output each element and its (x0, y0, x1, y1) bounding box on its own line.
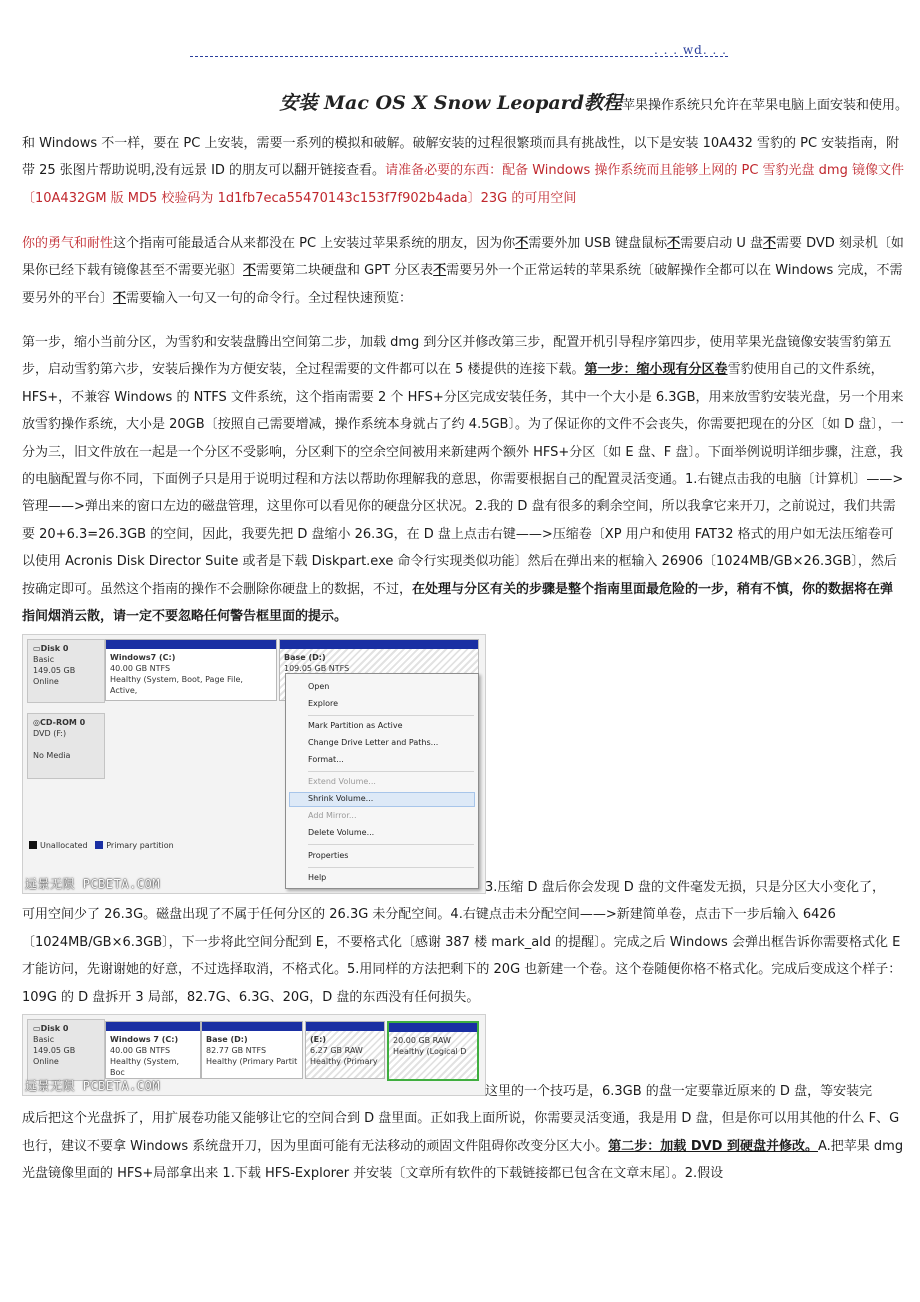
req-text-4: 需要 DVD 刻录机〔如果你已经下载有镜像甚至不需要光驱〕 (22, 236, 904, 279)
step1-continued-paragraph (22, 874, 904, 1011)
menu-separator (308, 867, 474, 868)
watermark: 远景无限 PCBETA.COM (25, 877, 160, 891)
warning-text: 在处理与分区有关的步骤是整个指南里面最危险的一步，稍有不慎，你的数据将在弹指间烟消云散，请一定不要忽略任何警告框里面的提示。 (22, 581, 894, 625)
title-line (0, 88, 908, 115)
partition-size: 82.77 GB NTFS (206, 1046, 267, 1055)
intro-paragraph (22, 130, 904, 212)
legend (29, 841, 174, 850)
title-continuation: 苹果操作系统只允许在苹果电脑上面安装和使用。 (621, 98, 908, 113)
legend-unallocated: Unallocated (40, 841, 88, 850)
menu-separator (308, 844, 474, 845)
partition-status: Healthy (System, Boot, Page File, Active, (110, 675, 243, 695)
menu-open[interactable]: Open (308, 682, 330, 691)
emphasis-not: 不 (762, 236, 776, 251)
menu-extend-volume: Extend Volume... (308, 777, 376, 786)
partition-size: 40.00 GB NTFS (110, 1046, 171, 1055)
menu-help[interactable]: Help (308, 873, 327, 882)
para4-first-line: 3.压缩 D 盘后你会发现 D 盘的文件毫发无损，只是分区大小变化了， (485, 880, 885, 895)
menu-separator (308, 771, 474, 772)
step1-text: 雪豹使用自己的文件系统，HFS+，不兼容 Windows 的 NTFS 文件系统，这个指南需要 2 个 HFS+分区完成安装任务，其中一个大小是 6.3GB，用来放雪豹安装光盘，另一个用来放雪豹操作系统，大小是 20GB〔按照自己需要增减，操作系统本身就占了约 4.5GB〕。为了保证你的文件不会丧失，你需要把现在的分区〔如 D 盘〕，一分为三，旧文件放在一起是一个分区不受影响，分区剩下的空余空间被用来新建两个额外 HFS+分区〔如 E 盘、F 盘〕。下面举例说明详细步骤，注意，我的电脑配置与你不同，下面例子只是用于说明过程和方法以帮助你理解我的意思，你需要根据自己的配置灵活变通。1.右键点击我的电脑〔计算机〕——>管理——>弹出来的窗口左边的磁盘管理，这里你可以看见你的硬盘分区状况。2.我的 D 盘有很多的剩余空间，所以我拿它来开刀，之前说过，我们共需要 20+6.3=26.3GB 的空间，因此，我要先把 D 盘缩小 26.3G，在 D 盘上点击右键——>压缩卷〔XP 用户和使用 FAT32 格式的用户如无法压缩卷可以使用 Acronis Disk Director Suite 或者是下载 Diskpart.exe 命令行实现类似功能〕然后在弹出来的框输入 26906〔1024MB/GB×26.3GB〕，然后按确定即可。虽然这个指南的操作不会删除你硬盘上的数据，不过， (22, 362, 904, 597)
cdrom-area (105, 713, 279, 773)
menu-separator (308, 715, 474, 716)
emphasis-not: 不 (515, 236, 529, 251)
menu-properties[interactable]: Properties (308, 851, 349, 860)
partition-e[interactable] (305, 1021, 385, 1079)
partition-status: Healthy (Primary (310, 1057, 378, 1066)
cdrom-drive: DVD (F:) (33, 729, 67, 738)
partition-name: (E:) (310, 1035, 326, 1044)
partition-name: Windows7 (C:) (110, 653, 176, 662)
menu-mark-active[interactable]: Mark Partition as Active (308, 721, 403, 730)
para5-first-line: 这里的一个技巧是，6.3GB 的盘一定要靠近原来的 D 盘，等安装完 (485, 1084, 873, 1099)
prerequisites-text: 请准备必要的东西：配备 Windows 操作系统而且能够上网的 PC 雪豹光盘 dmg 镜像文件〔10A432GM 版 MD5 校验码为 1d1fb7eca55470143c153f7f902b4ada〕23G 的可用空间 (22, 163, 904, 206)
partition-status: Healthy (System, Boc (110, 1057, 180, 1077)
disk-size: 149.05 GB (33, 666, 76, 675)
step2-paragraph (22, 1078, 904, 1188)
cdrom-label (27, 713, 105, 779)
para4-text: 可用空间少了 26.3G。磁盘出现了不属于任何分区的 26.3G 未分配空间。4.右键点击未分配空间——>新建简单卷，点击下一步后输入 6426〔1024MB/GB×6.3GB〕，下一步将此空间分配到 E，不要格式化〔感谢 387 楼 mark_ald 的提醒〕。完成之后 Windows 会弹出框告诉你需要格式化 E 才能访问，先谢谢她的好意，不过选择取消，不格式化。5.用同样的方法把剩下的 20G 也新建一个卷。这个卷随便你格不格式化。完成后变成这个样子：109G 的 D 盘拆开 3 局部，82.7G、6.3G、20G，D 盘的东西没有任何损失。 (22, 907, 902, 1005)
partition-size: 6.27 GB RAW (310, 1046, 363, 1055)
disk-status: Online (33, 1057, 59, 1066)
context-menu (285, 673, 479, 889)
menu-explore[interactable]: Explore (308, 699, 339, 708)
partition-logical[interactable] (387, 1021, 479, 1081)
cdrom-name: CD-ROM 0 (39, 718, 86, 727)
partition-name: Base (D:) (206, 1035, 248, 1044)
disk-name: Disk 0 (40, 1024, 69, 1033)
req-text-1: 这个指南可能最适合从来都没在 PC 上安装过苹果系统的朋友，因为你 (113, 236, 516, 251)
document-title: 安装 Mac OS X Snow Leopard教程 (279, 92, 622, 114)
legend-primary: Primary partition (106, 841, 174, 850)
partition-size: 109.05 GB NTFS (284, 664, 350, 673)
emphasis-not: 不 (433, 263, 447, 279)
partition-status: Healthy (Logical D (393, 1047, 467, 1056)
disk-type: Basic (33, 1035, 55, 1044)
partition-c[interactable] (105, 1021, 201, 1079)
partition-d[interactable] (201, 1021, 303, 1079)
courage-text: 你的勇气和耐性 (22, 236, 114, 251)
hdd-icon: ▭ (33, 1024, 41, 1033)
step1-heading: 第一步：缩小现有分区卷 (584, 362, 728, 378)
watermark: 远景无限 PCBETA.COM (25, 1079, 160, 1093)
emphasis-not: 不 (243, 263, 257, 279)
step2-text: A.把苹果 dmg 光盘镜像里面的 HFS+局部拿出来 1.下载 HFS-Explorer 并安装〔文章所有软件的下载链接都已包含在文章末尾〕。2.假设 (22, 1138, 904, 1182)
disk-type: Basic (33, 655, 55, 664)
req-text-5: 需要第二块硬盘和 GPT 分区表 (256, 263, 434, 279)
req-text-6: 需要另外一个正常运转的苹果系统〔破解操作全都可以在 Windows 完成，不需要另外的平台〕 (22, 263, 903, 306)
menu-shrink-volume[interactable]: Shrink Volume... (308, 794, 374, 803)
header-divider (190, 56, 728, 57)
header-mark: . . . wd. . . (654, 43, 727, 57)
menu-change-drive-letter[interactable]: Change Drive Letter and Paths... (308, 738, 439, 747)
partition-name: Windows 7 (C:) (110, 1035, 179, 1044)
disk-management-screenshot (22, 634, 486, 894)
unallocated-swatch (29, 841, 37, 849)
partition-c[interactable] (105, 639, 277, 701)
disk-status: Online (33, 677, 59, 686)
req-text-7: 需要输入一句又一句的命令行。全过程快速预览： (126, 290, 413, 306)
partition-status: Healthy (Primary Partit (206, 1057, 298, 1066)
emphasis-not: 不 (113, 290, 127, 306)
partition-size: 20.00 GB RAW (393, 1036, 451, 1045)
hdd-icon: ▭ (33, 644, 41, 653)
menu-format[interactable]: Format... (308, 755, 344, 764)
partition-size: 40.00 GB NTFS (110, 664, 171, 673)
cdrom-media: No Media (33, 751, 71, 760)
disk0-label (27, 1019, 105, 1081)
disk0-label (27, 639, 105, 703)
tip-text: 成后把这个光盘拆了，用扩展卷功能又能够让它的空间合到 D 盘里面。正如我上面所说，你需要灵活变通，我是用 D 盘，但是你可以用其他的什么 F、G 也行，建议不要拿 Windows 系统盘开刀，因为里面可能有无法移动的顽固文件阻碍你改变分区大小。 (22, 1111, 900, 1154)
req-text-2: 需要外加 USB 键盘鼠标 (528, 236, 668, 251)
req-text-3: 需要启动 U 盘 (680, 236, 763, 251)
requirements-paragraph (22, 230, 904, 312)
primary-swatch (95, 841, 103, 849)
overview-text: 第一步，缩小当前分区，为雪豹和安装盘腾出空间第二步，加载 dmg 到分区并修改第三步，配置开机引导程序第四步，使用苹果光盘镜像安装雪豹第五步，启动雪豹第六步，安装后操作为方便安装，全过程需要的文件都可以在 5 楼提供的连接下载。 (22, 335, 892, 378)
menu-add-mirror: Add Mirror... (308, 811, 357, 820)
menu-delete-volume[interactable]: Delete Volume... (308, 828, 375, 837)
step1-paragraph (22, 329, 904, 630)
partition-name: Base (D:) (284, 653, 326, 662)
disk-size: 149.05 GB (33, 1046, 76, 1055)
step2-heading: 第二步：加载 DVD 到硬盘并修改。 (608, 1138, 818, 1154)
disc-icon: ◎ (33, 718, 40, 727)
disk-name: Disk 0 (40, 644, 69, 653)
emphasis-not: 不 (667, 236, 681, 251)
intro-text: 和 Windows 不一样，要在 PC 上安装，需要一系列的模拟和破解。破解安装的过程很繁琐而具有挑战性，以下是安装 10A432 雪豹的 PC 安装指南，附带 25 张图片帮助说明,没有远景 ID 的朋友可以翻开链接查看。 (22, 136, 900, 179)
